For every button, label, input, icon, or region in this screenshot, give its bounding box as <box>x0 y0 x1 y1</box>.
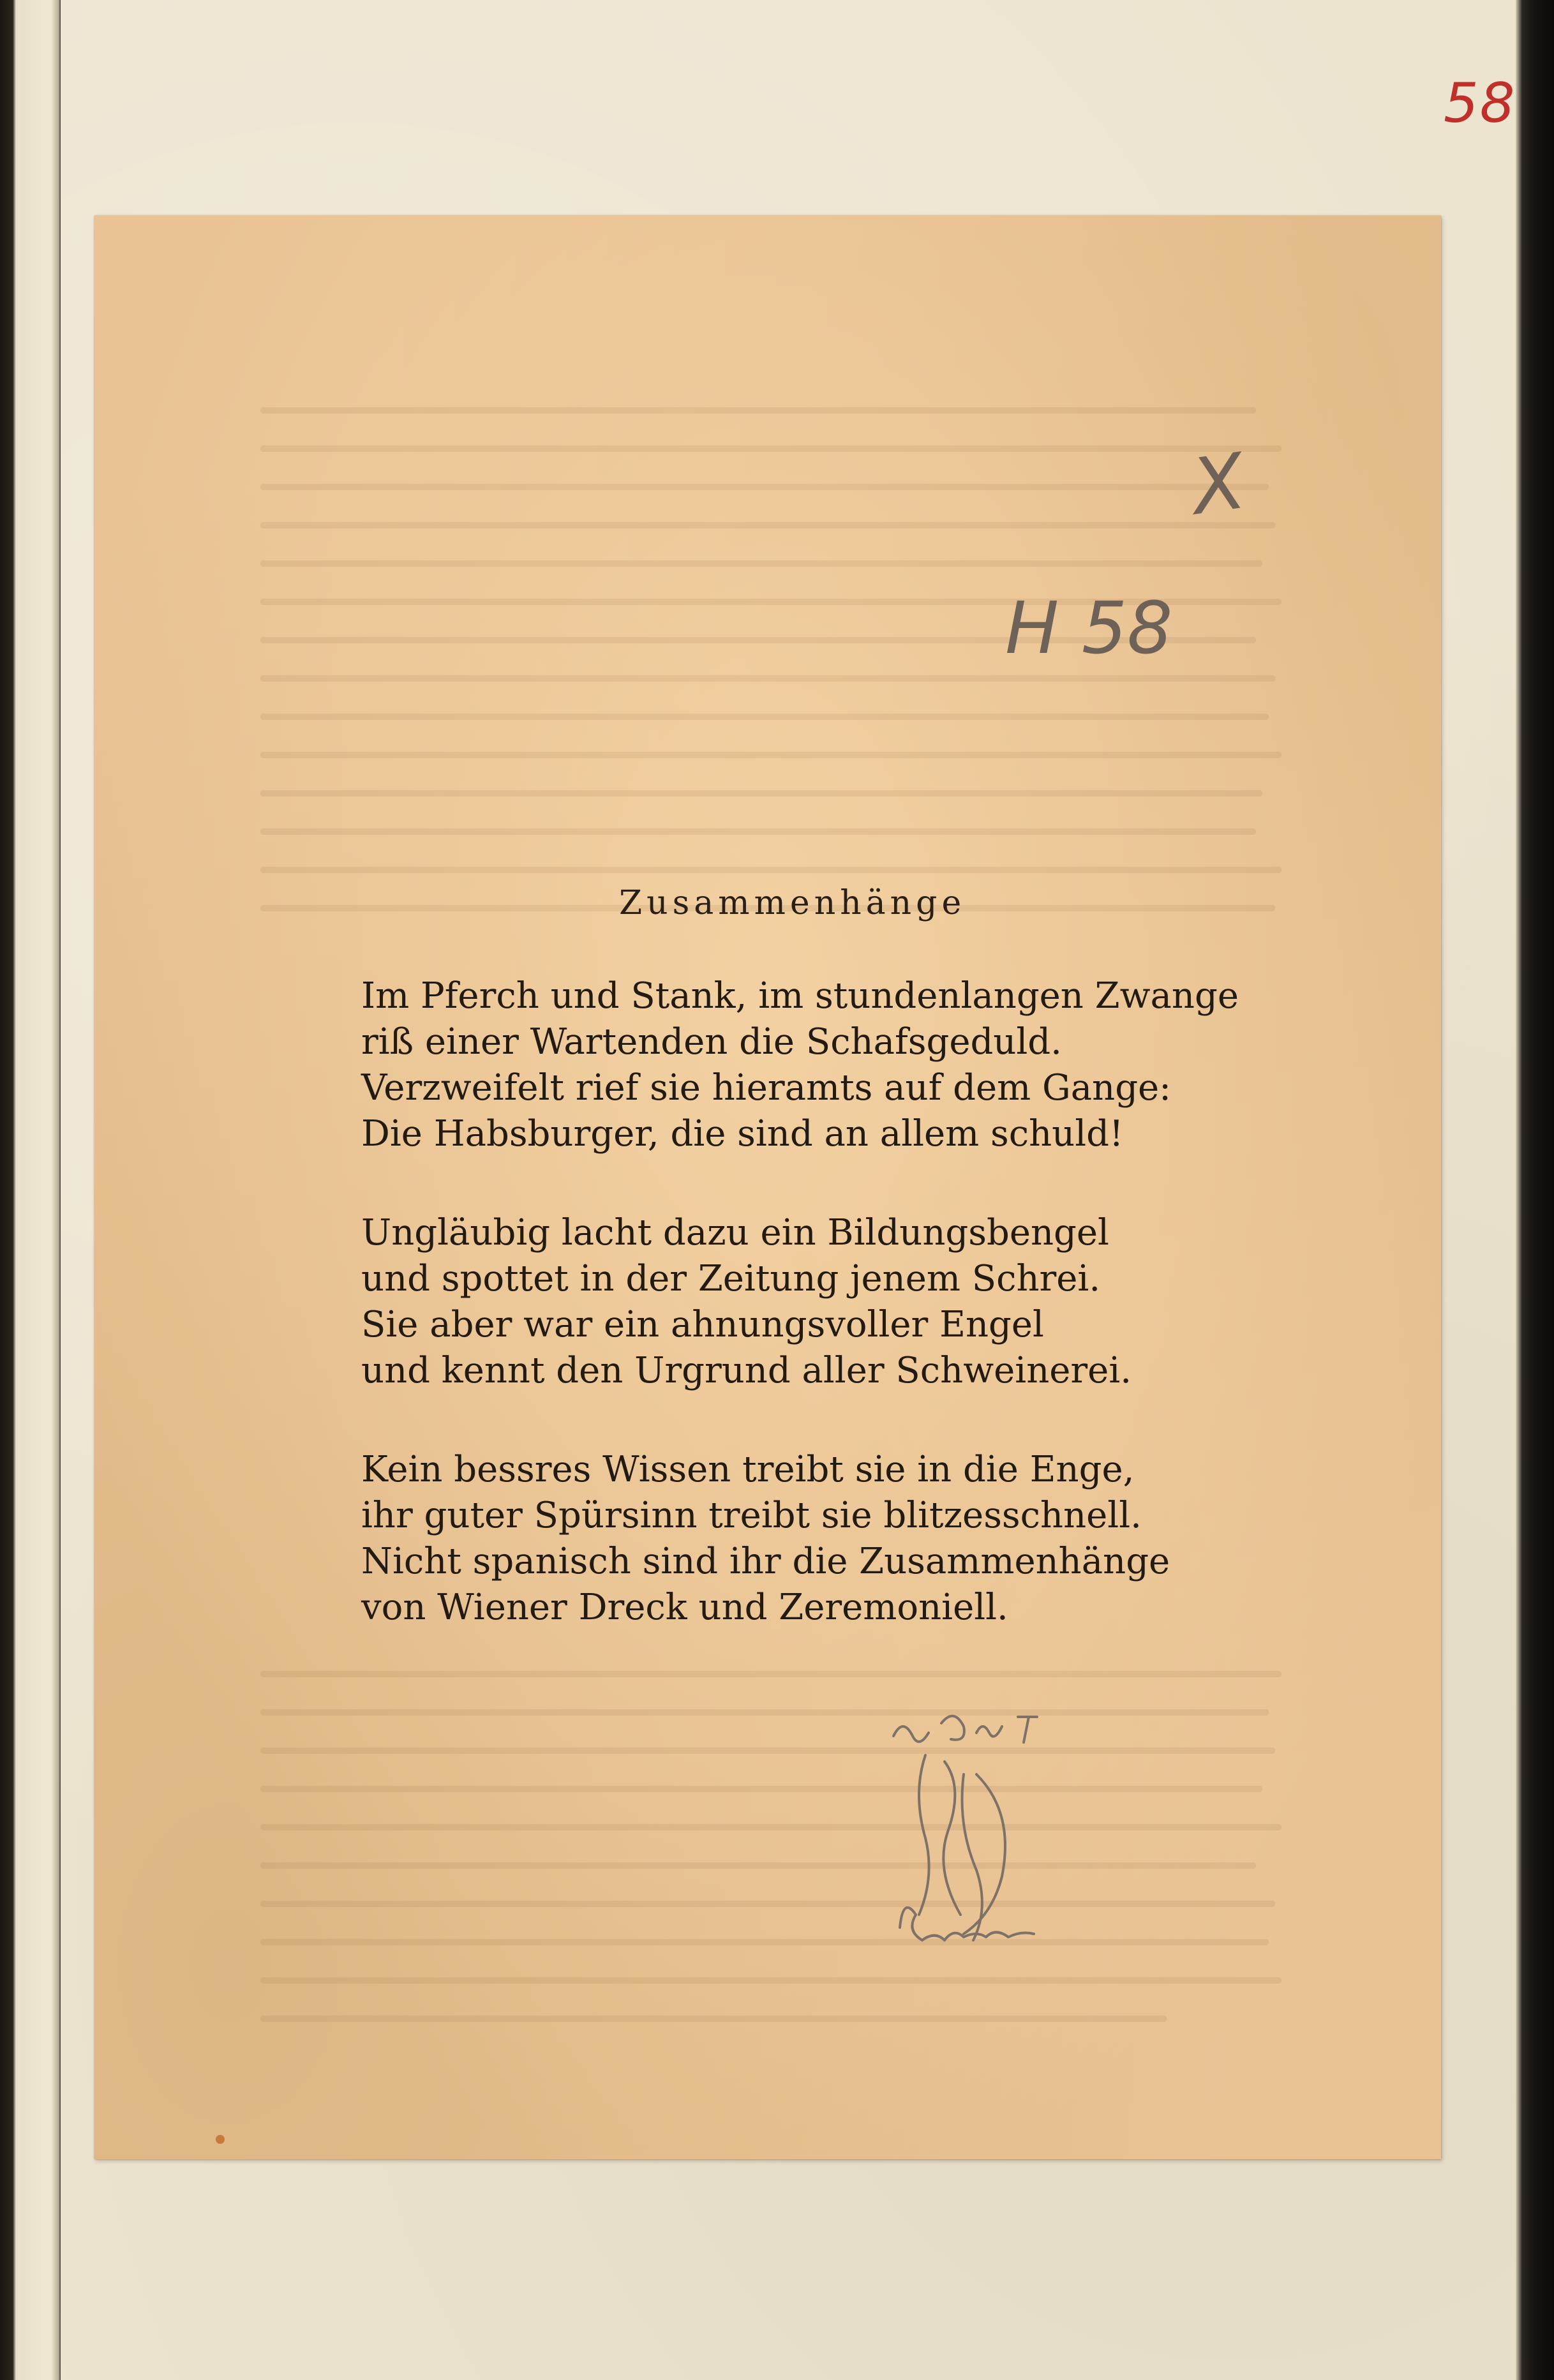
stanza <box>361 973 1255 1157</box>
poem-line: Kein bessres Wissen treibt sie in die Enge, <box>361 1449 1135 1490</box>
stanza <box>361 1447 1255 1631</box>
poem-line: Ungläubig lacht dazu ein Bildungsbengel <box>361 1212 1109 1254</box>
poem-body <box>361 973 1255 1684</box>
poem-line: Nicht spanisch sind ihr die Zusammenhänge <box>361 1541 1170 1582</box>
paper-stain <box>216 2135 225 2144</box>
poem-line: Die Habsburger, die sind an allem schuld! <box>361 1113 1124 1155</box>
poem-line: ihr guter Spürsinn treibt sie blitzesschnell. <box>361 1495 1142 1536</box>
pencil-roman-numeral: X <box>1186 437 1251 533</box>
stanza <box>361 1210 1255 1394</box>
pencil-archive-number: H 58 <box>1005 587 1173 670</box>
poem-title: Zusammenhänge <box>619 884 966 922</box>
right-page-edge <box>1516 0 1554 2380</box>
folio-number: 58 <box>1444 71 1516 135</box>
binding-edge <box>0 0 61 2380</box>
poem-line: von Wiener Dreck und Zeremoniell. <box>361 1587 1008 1628</box>
poem-line: Verzweifelt rief sie hieramts auf dem Gange: <box>361 1067 1172 1109</box>
pencil-signature-icon <box>881 1698 1085 1979</box>
poem-line: riß einer Wartenden die Schafsgeduld. <box>361 1021 1062 1063</box>
poem-line: und spottet in der Zeitung jenem Schrei. <box>361 1258 1101 1299</box>
poem-line: und kennt den Urgrund aller Schweinerei. <box>361 1350 1132 1391</box>
poem-line: Sie aber war ein ahnungsvoller Engel <box>361 1304 1044 1345</box>
poem-line: Im Pferch und Stank, im stundenlangen Zwange <box>361 975 1239 1017</box>
